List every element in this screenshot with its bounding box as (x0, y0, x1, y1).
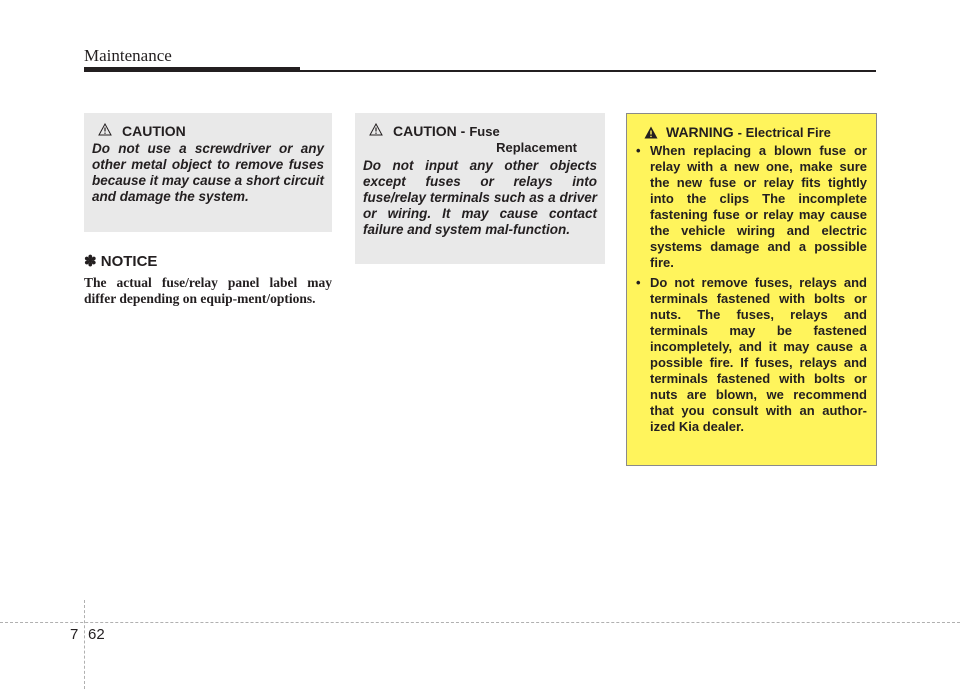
caution-fuse-box (355, 113, 605, 264)
warning-title: WARNING (666, 124, 734, 140)
caution-fuse-subtitle-2: Replacement (496, 140, 577, 155)
notice-symbol: ✽ (84, 253, 97, 270)
caution-triangle-icon (98, 123, 112, 136)
caution-fuse-title-group (393, 123, 597, 156)
warning-item-replace: • When replacing a blown fuse or relay with a new one, make sure the new fuse or relay fits tightly into the clips The incomplete fastening fuse or relay may cause the vehicle wiring and electric systems damage and a possible fire. (636, 143, 867, 271)
header-bar-thick (84, 67, 300, 72)
notice-heading (84, 252, 157, 270)
caution-title: CAUTION (122, 123, 186, 139)
warning-subtitle: - Electrical Fire (737, 124, 831, 140)
footer-vertical-rule (84, 600, 85, 689)
warning-item-bolted: • Do not remove fuses, relays and terminals fastened with bolts or nuts. The fuses, relays and terminals may be fastened incompletely, and it may cause a possible fire. If fuses, relays and terminals fastened with bolts or nuts are blown, we recommend that you consult with an author-ized Kia dealer. (636, 275, 867, 435)
caution-screwdriver-text: Do not use a screwdriver or any other metal object to remove fuses because it may cause a short circuit and damage the system. (92, 141, 324, 204)
caution-fuse-text: Do not input any other objects except fuses or relays into fuse/relay terminals such as a driver or wiring. It may cause contact failure and system mal-function. (363, 158, 597, 237)
caution-fuse-subtitle-1: Fuse (469, 124, 500, 139)
section-title: Maintenance (84, 46, 172, 65)
warning-electrical-fire-box (626, 113, 877, 466)
warning-triangle-icon (644, 126, 658, 139)
caution-screwdriver-box (84, 113, 332, 232)
header-bar-thin (300, 70, 876, 72)
footer-rule (0, 622, 960, 623)
page-number: 62 (88, 626, 105, 643)
caution-fuse-title: CAUTION - (393, 123, 466, 139)
caution-screwdriver-header (92, 123, 324, 139)
warning-header (644, 124, 867, 140)
chapter-number: 7 (70, 626, 79, 643)
caution-triangle-icon (369, 123, 383, 136)
notice-title: NOTICE (100, 253, 158, 270)
warning-list (636, 143, 867, 435)
notice-text: The actual fuse/relay panel label may differ depending on equip-ment/options. (84, 275, 332, 306)
caution-fuse-header (363, 123, 597, 156)
